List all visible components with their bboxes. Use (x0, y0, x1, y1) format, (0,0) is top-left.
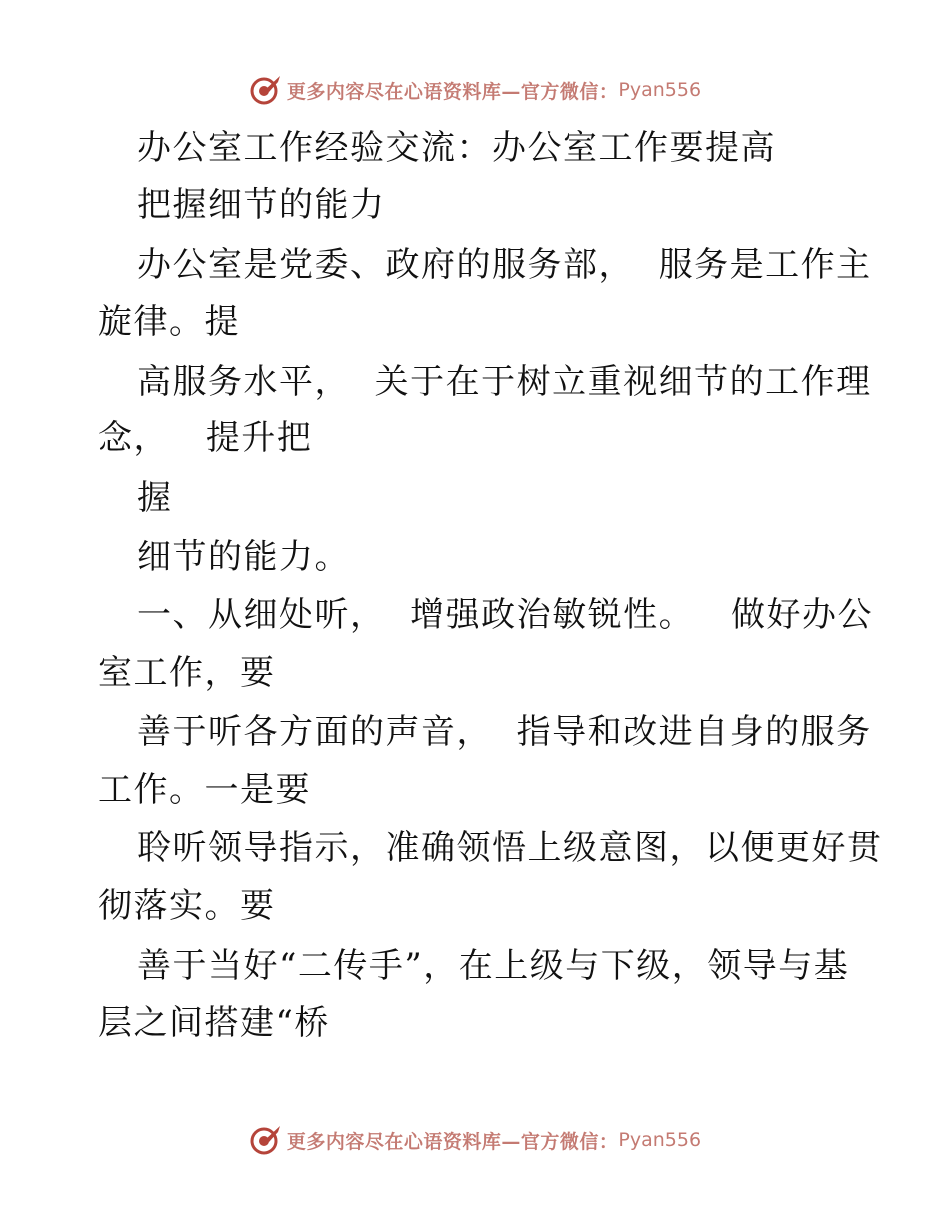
doc-text-line: 细节的能力。 (137, 537, 350, 577)
footer-banner (0, 1120, 950, 1160)
doc-title-line-1: 办公室工作经验交流：办公室工作要提高 (137, 128, 776, 168)
doc-title-line-2: 把握细节的能力 (137, 185, 386, 225)
doc-text-line: 善于当好“二传手”，在上级与下级，领导与基 (137, 946, 850, 986)
banner-wechat-id: Pyan556 (618, 1129, 702, 1151)
doc-text-line: 旋律。提 (98, 302, 240, 342)
doc-text-line: 室工作，要 (98, 653, 276, 693)
quill-logo-icon (249, 1123, 283, 1157)
banner-site-text: 更多内容尽在心语资料库—官方微信： (286, 80, 619, 103)
doc-section-heading: 一、从细处听， 增强政治敏锐性。 做好办公 (137, 595, 874, 635)
banner-wechat-id: Pyan556 (618, 79, 702, 101)
doc-text-line: 工作。一是要 (98, 770, 311, 810)
doc-text-line: 彻落实。要 (98, 886, 276, 926)
doc-text-line: 高服务水平， 关于在于树立重视细节的工作理 (137, 362, 872, 402)
doc-text-line: 办公室是党委、政府的服务部， 服务是工作主 (137, 245, 872, 285)
doc-text-line: 念， 提升把 (98, 418, 313, 458)
doc-text-line: 握 (137, 478, 173, 518)
doc-text-line: 层之间搭建“桥 (98, 1003, 330, 1043)
doc-text-line: 善于听各方面的声音， 指导和改进自身的服务 (137, 712, 872, 752)
banner-site-text: 更多内容尽在心语资料库—官方微信： (286, 1130, 619, 1153)
doc-text-line: 聆听领导指示，准确领悟上级意图，以便更好贯 (137, 828, 883, 868)
